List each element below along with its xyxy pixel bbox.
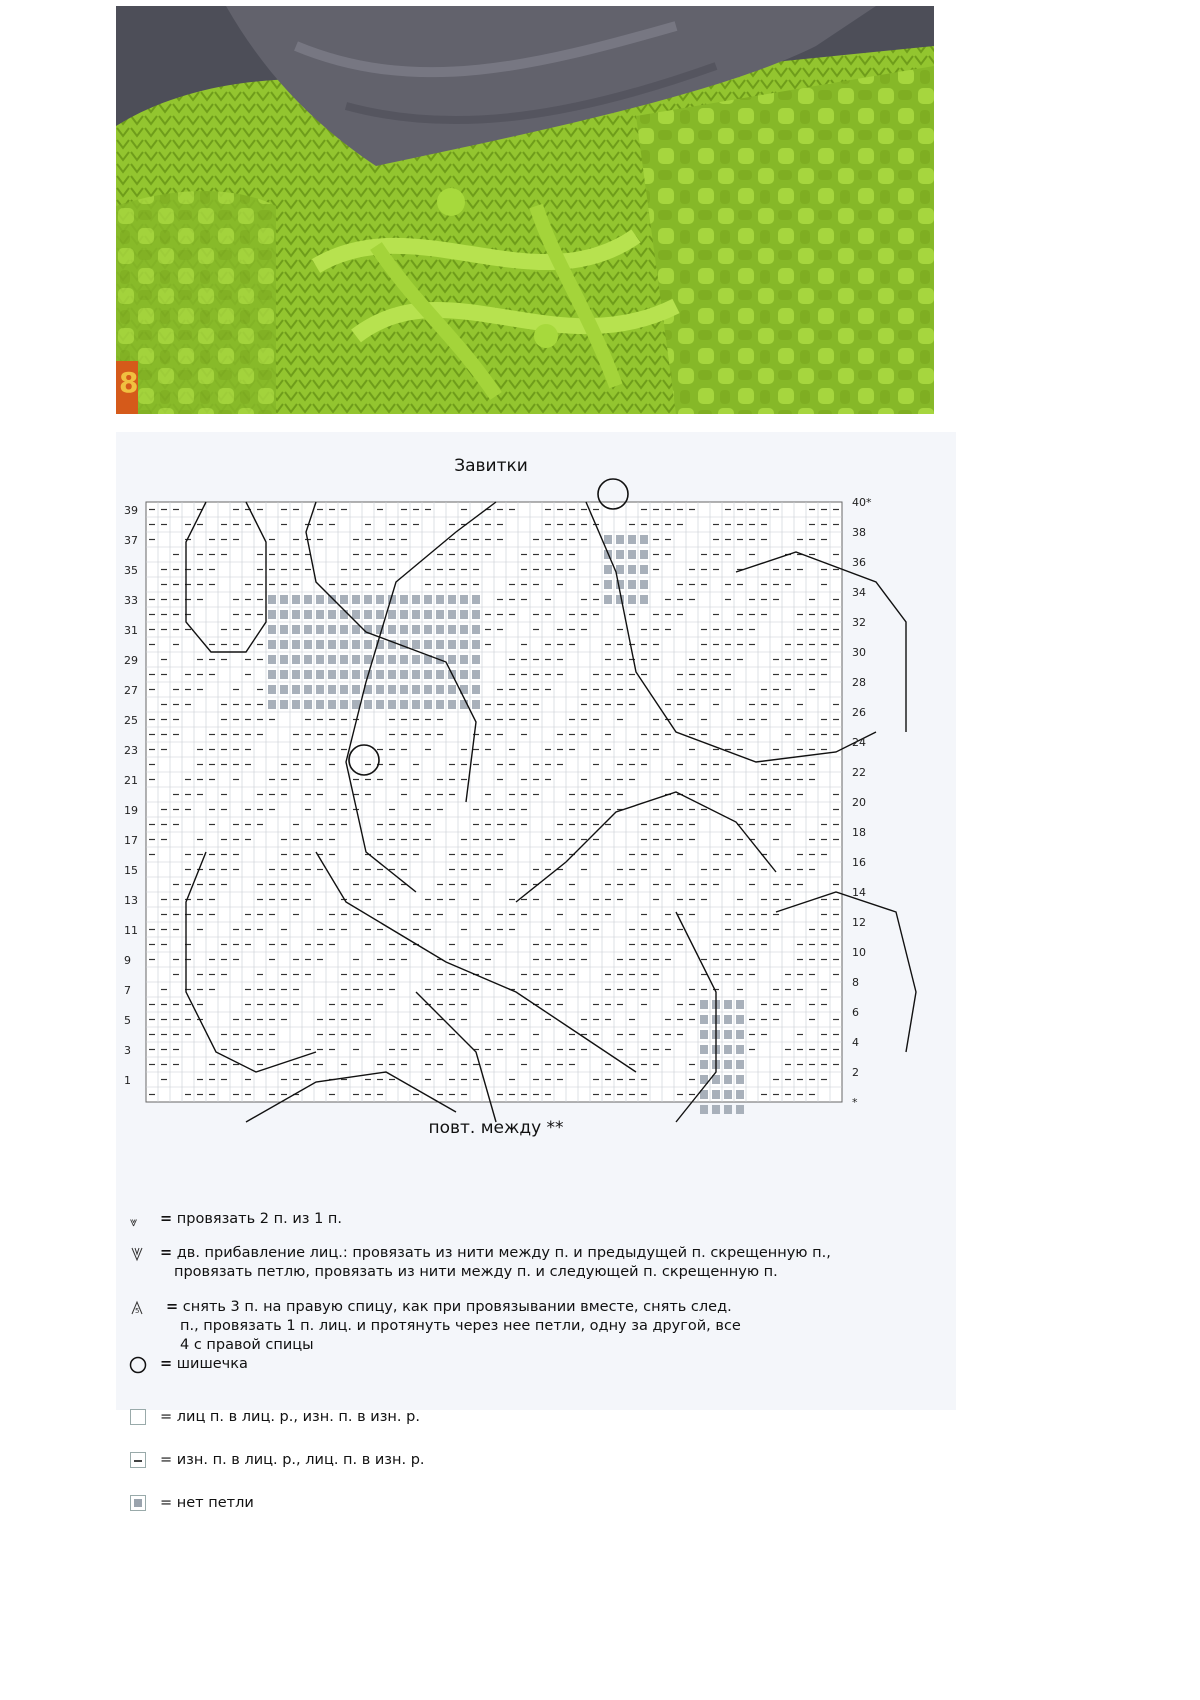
- dash-square-icon: [126, 1451, 156, 1471]
- row-number-right: *: [852, 1096, 858, 1109]
- row-number-right: 30: [852, 646, 866, 659]
- knitting-photo: [116, 6, 934, 414]
- legend-text-line2: провязать петлю, провязать из нити между п. и следующей п. скрещенную п.: [174, 1264, 778, 1280]
- row-number-left: 39: [124, 504, 138, 517]
- legend-text: дв. прибавление лиц.: провязать из нити между п. и предыдущей п. скрещенную п.,: [176, 1245, 831, 1261]
- row-number-left: 19: [124, 804, 138, 817]
- row-number-left: 21: [124, 774, 138, 787]
- decrease-icon: [126, 1298, 156, 1318]
- row-number-right: 26: [852, 706, 866, 719]
- legend-text: = нет петли: [160, 1495, 254, 1511]
- row-number-left: 27: [124, 684, 138, 697]
- chart-grid: [146, 502, 842, 1114]
- row-number-left: 35: [124, 564, 138, 577]
- svg-text:5: 5: [135, 1307, 140, 1315]
- row-number-left: 29: [124, 654, 138, 667]
- row-number-right: 14: [852, 886, 866, 899]
- row-number-right: 20: [852, 796, 866, 809]
- legend-text-line2: п., провязать 1 п. лиц. и протянуть через нее петли, одну за другой, все: [180, 1318, 741, 1334]
- row-number-left: 1: [124, 1074, 131, 1087]
- row-number-left: 17: [124, 834, 138, 847]
- legend-text: = изн. п. в лиц. р., лиц. п. в изн. р.: [160, 1452, 425, 1468]
- legend-text: провязать 2 п. из 1 п.: [176, 1211, 342, 1227]
- row-number-right: 2: [852, 1066, 859, 1079]
- legend-text: снять 3 п. на правую спицу, как при провязывании вместе, снять след.: [182, 1299, 732, 1315]
- row-number-left: 7: [124, 984, 131, 997]
- v-increase-icon: [126, 1210, 156, 1230]
- row-number-right: 4: [852, 1036, 859, 1049]
- legend-text: шишечка: [176, 1356, 248, 1372]
- double-increase-icon: [126, 1244, 156, 1264]
- row-number-left: 5: [124, 1014, 131, 1027]
- gray-square-icon: [126, 1494, 156, 1514]
- row-number-left: 11: [124, 924, 138, 937]
- knitting-photo-illustration: [116, 6, 934, 414]
- row-number-left: 25: [124, 714, 138, 727]
- row-number-left: 37: [124, 534, 138, 547]
- row-number-left: 15: [124, 864, 138, 877]
- row-number-left: 9: [124, 954, 131, 967]
- row-number-left: 33: [124, 594, 138, 607]
- row-number-right: 16: [852, 856, 866, 869]
- row-number-right: 22: [852, 766, 866, 779]
- row-number-right: 18: [852, 826, 866, 839]
- chart-title: Завитки: [454, 456, 528, 476]
- row-number-left: 23: [124, 744, 138, 757]
- row-number-left: 31: [124, 624, 138, 637]
- empty-square-icon: [126, 1408, 156, 1428]
- row-numbers-right: [852, 496, 872, 1109]
- page-number-badge: 8: [119, 366, 139, 399]
- legend-text: = лиц п. в лиц. р., изн. п. в изн. р.: [160, 1409, 420, 1425]
- row-number-right: 38: [852, 526, 866, 539]
- row-numbers-left: [124, 504, 138, 1087]
- row-number-left: 13: [124, 894, 138, 907]
- row-number-right: 36: [852, 556, 866, 569]
- legend-text-line3: 4 с правой спицы: [180, 1337, 314, 1353]
- row-number-right: 24: [852, 736, 866, 749]
- row-number-right: 32: [852, 616, 866, 629]
- svg-text:⩔: ⩔: [130, 1215, 138, 1230]
- repeat-label: повт. между **: [428, 1118, 564, 1138]
- row-number-left: 3: [124, 1044, 131, 1057]
- row-number-right: 8: [852, 976, 859, 989]
- row-number-right: 10: [852, 946, 866, 959]
- bobble-icon: [126, 1355, 156, 1375]
- row-number-right: 12: [852, 916, 866, 929]
- row-number-right: 28: [852, 676, 866, 689]
- knitting-chart: [116, 432, 956, 1152]
- row-number-right: 34: [852, 586, 866, 599]
- row-number-right: 6: [852, 1006, 859, 1019]
- row-number-right: 40*: [852, 496, 872, 509]
